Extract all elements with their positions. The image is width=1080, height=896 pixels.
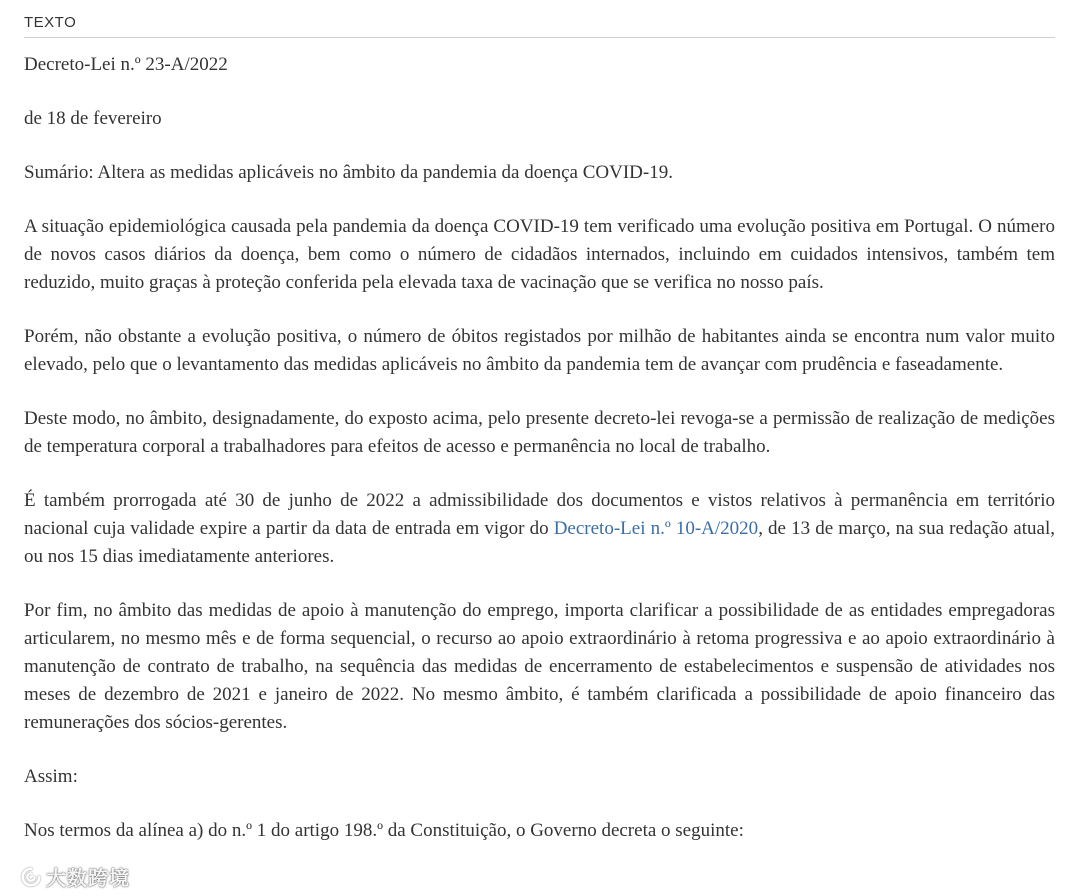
paragraph-situation: A situação epidemiológica causada pela pandemia da doença COVID-19 tem verificado uma evolução positiva em Portugal. O número de novos casos diários da doença, bem como o número de cidadãos internados, incluindo em cuidados intensivos, também tem reduzido, muito graças à proteção conferida pela elevada taxa de vacinação que se verifica no nosso país. <box>24 216 1055 293</box>
paragraph-extension-text-end: , de 13 de março, na sua redação atual, ou nos 15 dias imediatamente anteriores. <box>24 518 1055 567</box>
watermark-text: 大数跨境 <box>46 866 130 890</box>
watermark <box>20 862 130 891</box>
decree-text <box>24 51 1055 845</box>
paragraph-extension-text: É também prorrogada até 30 de junho de 2022 a admissibilidade dos documentos e vistos relativos à permanência em território nacional cuja validade expire a partir da data de entrada em vigor do <box>24 490 1055 539</box>
paragraph-terms: Nos termos da alínea a) do n.º 1 do artigo 198.º da Constituição, o Governo decreta o seguinte: <box>24 820 744 841</box>
decree-summary: Sumário: Altera as medidas aplicáveis no âmbito da pandemia da doença COVID-19. <box>24 162 673 183</box>
decree-link[interactable]: Decreto-Lei n.º 10-A/2020 <box>553 518 759 539</box>
decree-date: de 18 de fevereiro <box>24 108 162 129</box>
brand-logo-icon <box>20 866 42 888</box>
section-label: TEXTO <box>24 14 1055 38</box>
paragraph-employment: Por fim, no âmbito das medidas de apoio à manutenção do emprego, importa clarificar a possibilidade de as entidades empregadoras articularem, no mesmo mês e de forma sequencial, o recurso ao apoio extraordinário à retoma progressiva e ao apoio extraordinário à manutenção de contrato de trabalho, na sequência das medidas de encerramento de estabelecimentos e suspensão de atividades nos meses de dezembro de 2021 e janeiro de 2022. No mesmo âmbito, é também clarificada a possibilidade de apoio financeiro das remunerações dos sócios-gerentes. <box>24 600 1055 733</box>
decree-title: Decreto-Lei n.º 23-A/2022 <box>24 54 228 75</box>
paragraph-extension <box>24 487 1055 571</box>
document-page <box>24 0 1055 845</box>
paragraph-however: Porém, não obstante a evolução positiva, o número de óbitos registados por milhão de habitantes ainda se encontra num valor muito elevado, pelo que o levantamento das medidas aplicáveis no âmbito da pandemia tem de avançar com prudência e faseadamente. <box>24 326 1055 375</box>
paragraph-temperature: Deste modo, no âmbito, designadamente, do exposto acima, pelo presente decreto-lei revoga-se a permissão de realização de medições de temperatura corporal a trabalhadores para efeitos de acesso e permanência no local de trabalho. <box>24 408 1055 457</box>
paragraph-thus: Assim: <box>24 766 78 787</box>
